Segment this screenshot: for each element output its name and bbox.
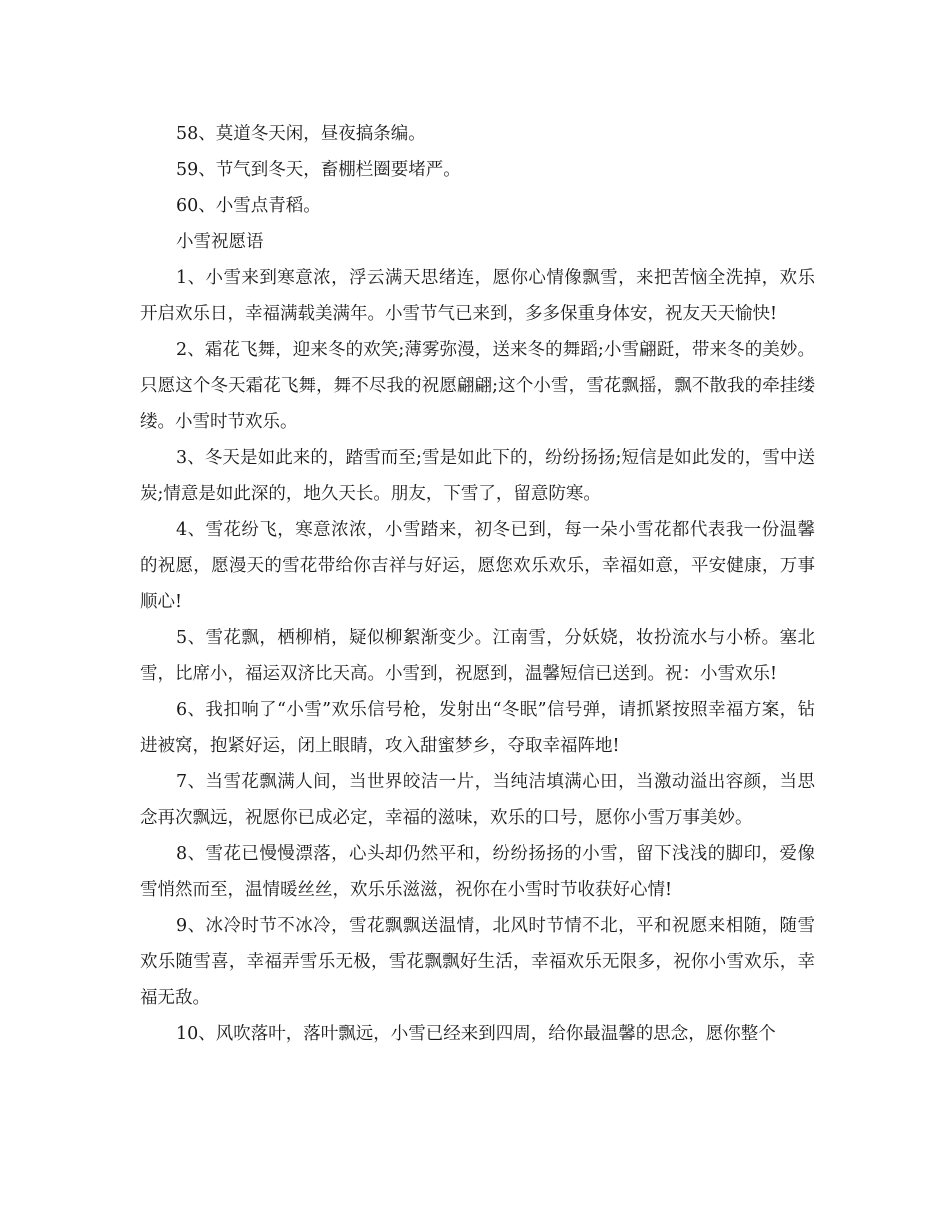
paragraph-wish-6: 6、我扣响了“小雪”欢乐信号枪，发射出“冬眠”信号弹，请抓紧按照幸福方案，钻进被窝，抱紧好运，闭上眼睛，攻入甜蜜梦乡，夺取幸福阵地! xyxy=(140,700,815,756)
paragraph-wish-8: 8、雪花已慢慢漂落，心头却仍然平和，纷纷扬扬的小雪，留下浅浅的脚印，爱像雪悄然而至，温情暖丝丝，欢乐乐滋滋，祝你在小雪时节收获好心情! xyxy=(140,844,815,900)
paragraph-saying-59: 59、节气到冬天，畜棚栏圈要堵严。 xyxy=(176,160,461,180)
paragraph-wish-10: 10、风吹落叶，落叶飘远，小雪已经来到四周，给你最温馨的思念，愿你整个 xyxy=(176,1024,776,1044)
paragraph-wish-3: 3、冬天是如此来的，踏雪而至;雪是如此下的，纷纷扬扬;短信是如此发的，雪中送炭;情意是如此深的，地久天长。朋友，下雪了，留意防寒。 xyxy=(140,448,815,504)
paragraph-saying-58: 58、莫道冬天闲，昼夜搞条编。 xyxy=(176,124,426,144)
paragraph-wish-4: 4、雪花纷飞，寒意浓浓，小雪踏来，初冬已到，每一朵小雪花都代表我一份温馨的祝愿，愿漫天的雪花带给你吉祥与好运，愿您欢乐欢乐，幸福如意，平安健康，万事顺心! xyxy=(140,520,815,612)
document-body xyxy=(140,116,815,1052)
section-heading: 小雪祝愿语 xyxy=(176,232,264,252)
paragraph-wish-2: 2、霜花飞舞，迎来冬的欢笑;薄雾弥漫，送来冬的舞蹈;小雪翩跹，带来冬的美妙。只愿这个冬天霜花飞舞，舞不尽我的祝愿翩翩;这个小雪，雪花飘摇，飘不散我的牵挂缕缕。小雪时节欢乐。 xyxy=(140,340,815,432)
paragraph-wish-1: 1、小雪来到寒意浓，浮云满天思绪连，愿你心情像飘雪，来把苦恼全洗掉，欢乐开启欢乐日，幸福满载美满年。小雪节气已来到，多多保重身体安，祝友天天愉快! xyxy=(140,268,815,324)
paragraph-saying-60: 60、小雪点青稻。 xyxy=(176,196,321,216)
paragraph-wish-9: 9、冰冷时节不冰冷，雪花飘飘送温情，北风时节情不北，平和祝愿来相随，随雪欢乐随雪喜，幸福弄雪乐无极，雪花飘飘好生活，幸福欢乐无限多，祝你小雪欢乐，幸福无敌。 xyxy=(140,916,815,1008)
paragraph-wish-5: 5、雪花飘，栖柳梢，疑似柳絮渐变少。江南雪，分妖娆，妆扮流水与小桥。塞北雪，比席小，福运双济比天高。小雪到，祝愿到，温馨短信已送到。祝：小雪欢乐! xyxy=(140,628,815,684)
paragraph-wish-7: 7、当雪花飘满人间，当世界皎洁一片，当纯洁填满心田，当激动溢出容颜，当思念再次飘远，祝愿你已成必定，幸福的滋味，欢乐的口号，愿你小雪万事美妙。 xyxy=(140,772,815,828)
